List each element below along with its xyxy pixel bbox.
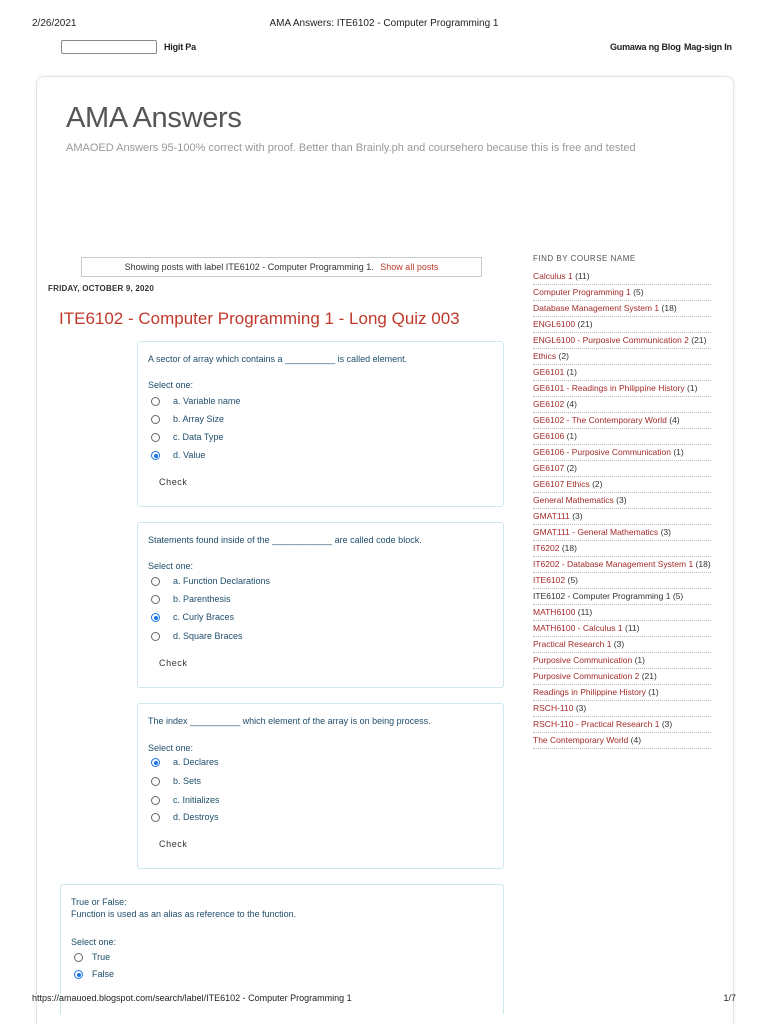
option-label: c. Curly Braces	[173, 612, 235, 622]
sidebar-label-count: (1)	[566, 431, 577, 441]
sidebar-label-link[interactable]: MATH6100	[533, 607, 576, 617]
post-date: FRIDAY, OCTOBER 9, 2020	[48, 284, 154, 293]
sidebar-label-item[interactable]	[533, 605, 711, 621]
sidebar-label-count: (1)	[648, 687, 659, 697]
sidebar-label-item[interactable]	[533, 445, 711, 461]
sidebar-label-item[interactable]	[533, 413, 711, 429]
sidebar-label-link[interactable]: Ethics	[533, 351, 557, 361]
sidebar-label-item[interactable]	[533, 365, 711, 381]
radio-button[interactable]	[151, 415, 160, 424]
sidebar-label-item[interactable]	[533, 317, 711, 333]
show-all-posts-link[interactable]: Show all posts	[380, 262, 439, 272]
radio-button-selected[interactable]	[151, 451, 160, 460]
sidebar-label-item[interactable]	[533, 733, 711, 749]
sidebar-label-count: (3)	[575, 703, 587, 713]
sidebar-label-link[interactable]: GE6106 - Purposive Communication	[533, 447, 671, 457]
question-text: Statements found inside of the ____________ are called code block.	[148, 535, 422, 545]
sidebar-label-item[interactable]	[533, 493, 711, 509]
sidebar-label-item[interactable]	[533, 685, 711, 701]
sidebar-label-count: (5)	[633, 287, 644, 297]
sidebar-label-count: (3)	[616, 495, 627, 505]
sidebar-label-count: (3)	[572, 511, 583, 521]
sidebar-label-item[interactable]	[533, 589, 711, 605]
sidebar-label-item[interactable]	[533, 269, 711, 285]
option-label: c. Initializes	[173, 795, 220, 805]
sidebar-label-count: (1)	[687, 383, 698, 393]
sidebar-label-item[interactable]	[533, 701, 711, 717]
option-label: d. Value	[173, 450, 206, 460]
sidebar-label-link[interactable]: GMAT111	[533, 511, 570, 521]
sidebar-label-link[interactable]: Purposive Communication	[533, 655, 633, 665]
sidebar-label-count: (3)	[660, 527, 671, 537]
sidebar-label-item[interactable]	[533, 349, 711, 365]
option-label: b. Sets	[173, 776, 202, 786]
radio-button[interactable]	[151, 397, 160, 406]
radio-button[interactable]	[151, 433, 160, 442]
sidebar-label-link[interactable]: Purposive Communication 2	[533, 671, 640, 681]
sidebar-label-link[interactable]: RSCH-110	[533, 703, 574, 713]
check-button[interactable]: Check	[159, 839, 188, 849]
sidebar-label-count: (1)	[566, 367, 577, 377]
blog-title[interactable]: AMA Answers	[66, 102, 242, 134]
blog-description: AMAOED Answers 95-100% correct with proof. Better than Brainly.ph and coursehero because this is free and tested	[66, 142, 636, 154]
sidebar-label-link[interactable]: Computer Programming 1	[533, 287, 631, 297]
sidebar-label-count: (4)	[566, 399, 577, 409]
sidebar-label-count: (11)	[624, 623, 640, 633]
sidebar-label-item[interactable]	[533, 557, 711, 573]
option-label: a. Function Declarations	[173, 576, 271, 586]
label-banner	[81, 257, 482, 277]
sidebar-label-link[interactable]: Practical Research 1	[533, 639, 612, 649]
sidebar-label-link[interactable]: Readings in Philippine History	[533, 687, 646, 697]
label-banner-text: Showing posts with label ITE6102 - Computer Programming 1.	[124, 262, 374, 272]
sidebar-label-count: (21)	[641, 671, 657, 681]
sidebar-label-count: (18)	[661, 303, 677, 313]
print-header	[32, 18, 736, 32]
sidebar-label-item[interactable]	[533, 509, 711, 525]
sidebar-label-link[interactable]: General Mathematics	[533, 495, 614, 505]
print-footer	[32, 993, 736, 1007]
sidebar-label-count: (18)	[695, 559, 711, 569]
sidebar-label-item[interactable]	[533, 653, 711, 669]
sidebar-label-link[interactable]: Database Management System 1	[533, 303, 660, 313]
sign-in-link[interactable]: Mag-sign In	[684, 42, 732, 52]
sidebar-label-count: (2)	[558, 351, 569, 361]
sidebar-label-link[interactable]: GE6107	[533, 463, 565, 473]
search-input[interactable]	[61, 40, 157, 54]
option-label: False	[92, 969, 115, 979]
select-one-label: Select one:	[148, 743, 194, 753]
check-button[interactable]: Check	[159, 658, 188, 668]
sidebar-label-link[interactable]: IT6202 - Database Management System 1	[533, 559, 694, 569]
sidebar-label-link[interactable]: GE6101	[533, 367, 565, 377]
sidebar-label-count: (21)	[691, 335, 707, 345]
more-link[interactable]: Higit Pa	[164, 42, 196, 52]
option-label: a. Variable name	[173, 396, 241, 406]
sidebar-label-count: (1)	[634, 655, 645, 665]
sidebar-label-item[interactable]	[533, 621, 711, 637]
label-list	[533, 269, 711, 749]
sidebar-label-link[interactable]: ENGL6100 - Purposive Communication 2	[533, 335, 689, 345]
radio-button[interactable]	[151, 796, 160, 805]
sidebar-label-link[interactable]: ITE6102	[533, 575, 566, 585]
sidebar-label-link[interactable]: GE6101 - Readings in Philippine History	[533, 383, 685, 393]
sidebar-label-count: (4)	[630, 735, 642, 745]
select-one-label: Select one:	[71, 937, 117, 947]
sidebar-label-item[interactable]	[533, 573, 711, 589]
select-one-label: Select one:	[148, 380, 194, 390]
option-label: b. Parenthesis	[173, 594, 231, 604]
post-title[interactable]: ITE6102 - Computer Programming 1 - Long Quiz 003	[59, 309, 460, 328]
sidebar-label-link[interactable]: GMAT111 - General Mathematics	[533, 527, 659, 537]
print-date: 2/26/2021	[32, 18, 77, 29]
option-label: b. Array Size	[173, 414, 225, 424]
sidebar-label-count: (4)	[669, 415, 680, 425]
radio-button[interactable]	[151, 813, 160, 822]
sidebar-label-link[interactable]: ENGL6100	[533, 319, 576, 329]
option-label: a. Declares	[173, 757, 219, 767]
radio-button-selected[interactable]	[151, 758, 160, 767]
question-text: The index __________ which element of the array is on being process.	[148, 716, 431, 726]
radio-button[interactable]	[151, 577, 160, 586]
sidebar-labels	[533, 254, 711, 749]
sidebar-label-count: (11)	[577, 607, 593, 617]
option-label: True	[92, 952, 111, 962]
option-label: d. Destroys	[173, 812, 219, 822]
select-one-label: Select one:	[148, 561, 194, 571]
sidebar-label-item[interactable]	[533, 669, 711, 685]
sidebar-label-item[interactable]	[533, 397, 711, 413]
sidebar-label-item[interactable]	[533, 301, 711, 317]
radio-button-selected[interactable]	[151, 613, 160, 622]
sidebar-label-count: (5)	[567, 575, 578, 585]
sidebar-label-item[interactable]	[533, 381, 711, 397]
print-title: AMA Answers: ITE6102 - Computer Programming 1	[269, 18, 499, 29]
sidebar-label-link[interactable]: MATH6100 - Calculus 1	[533, 623, 623, 633]
sidebar-label-link[interactable]: GE6106	[533, 431, 565, 441]
sidebar-label-link[interactable]: GE6107 Ethics	[533, 479, 590, 489]
sidebar-label-item[interactable]	[533, 429, 711, 445]
sidebar-label-item[interactable]	[533, 333, 711, 349]
option-label: c. Data Type	[173, 432, 224, 442]
radio-button[interactable]	[74, 953, 83, 962]
option-label: d. Square Braces	[173, 631, 243, 641]
sidebar-label-item[interactable]	[533, 717, 711, 733]
sidebar-label-count: (3)	[613, 639, 625, 649]
sidebar-label-count: (11)	[575, 271, 590, 281]
question-text-line1: True or False:	[71, 897, 127, 907]
sidebar-label-count: (2)	[592, 479, 603, 489]
sidebar-label-item[interactable]	[533, 477, 711, 493]
sidebar-label-link[interactable]: ITE6102 - Computer Programming 1	[533, 591, 671, 601]
sidebar-label-link[interactable]: Calculus 1	[533, 271, 573, 281]
question-card	[137, 703, 504, 869]
sidebar-label-item[interactable]	[533, 461, 711, 477]
sidebar-label-item[interactable]	[533, 525, 711, 541]
sidebar-label-count: (18)	[561, 543, 577, 553]
radio-button[interactable]	[151, 632, 160, 641]
sidebar-label-link[interactable]: GE6102 - The Contemporary World	[533, 415, 667, 425]
sidebar-title: FIND BY COURSE NAME	[533, 254, 636, 263]
sidebar-label-item[interactable]	[533, 285, 711, 301]
sidebar-label-count: (21)	[577, 319, 593, 329]
question-card	[137, 341, 504, 507]
check-button[interactable]: Check	[159, 477, 188, 487]
sidebar-label-count: (1)	[673, 447, 684, 457]
sidebar-label-count: (5)	[672, 591, 684, 601]
question-card	[137, 522, 504, 688]
sidebar-label-count: (3)	[661, 719, 673, 729]
page-number: 1/7	[723, 993, 736, 1003]
sidebar-label-link[interactable]: IT6202	[533, 543, 560, 553]
sidebar-label-count: (2)	[566, 463, 577, 473]
sidebar-label-item[interactable]	[533, 541, 711, 557]
sidebar-label-link[interactable]: RSCH-110 - Practical Research 1	[533, 719, 660, 729]
sidebar-label-link[interactable]: GE6102	[533, 399, 565, 409]
sidebar-label-link[interactable]: The Contemporary World	[533, 735, 629, 745]
print-url: https://amauoed.blogspot.com/search/label/ITE6102 - Computer Programming 1	[32, 993, 352, 1003]
question-text: A sector of array which contains a __________ is called element.	[148, 354, 408, 364]
sidebar-label-item[interactable]	[533, 637, 711, 653]
radio-button[interactable]	[151, 595, 160, 604]
blogger-navbar	[0, 38, 768, 56]
radio-button-selected[interactable]	[74, 970, 83, 979]
radio-button[interactable]	[151, 777, 160, 786]
question-text-line2: Function is used as an alias as reference to the function.	[71, 909, 297, 919]
create-blog-link[interactable]: Gumawa ng Blog	[610, 42, 681, 52]
